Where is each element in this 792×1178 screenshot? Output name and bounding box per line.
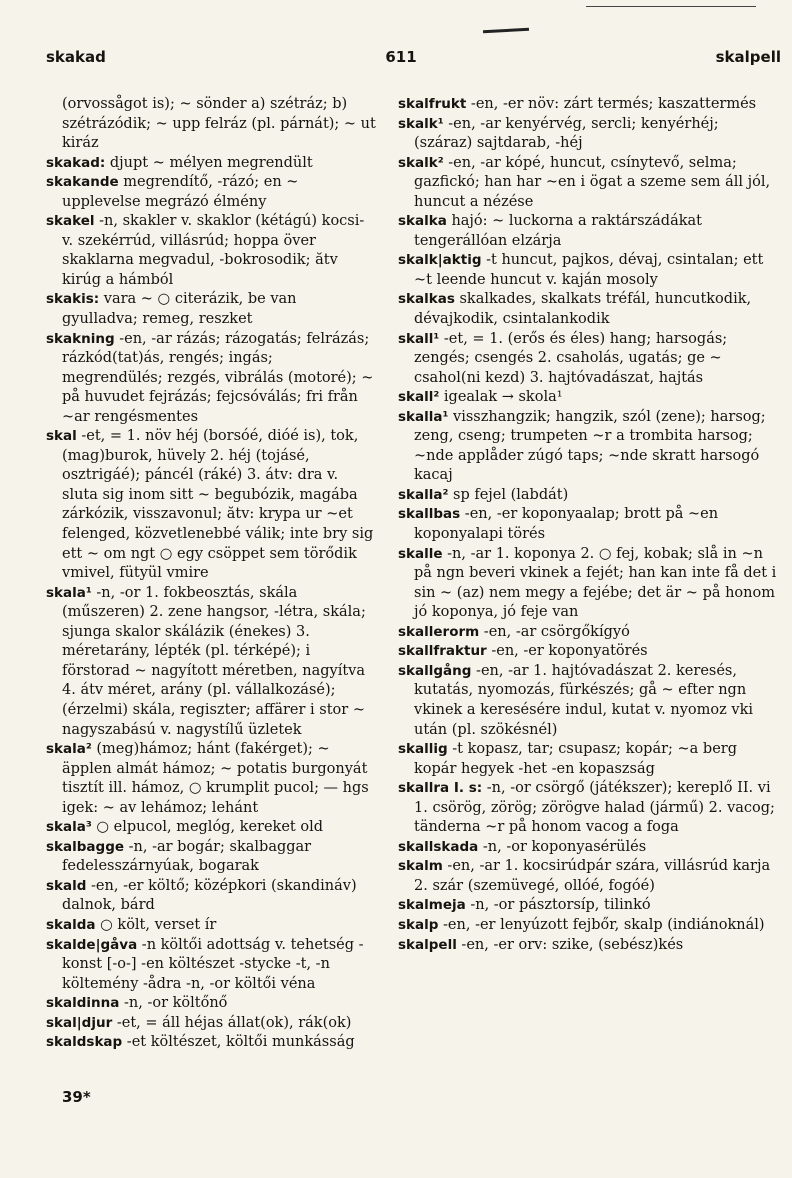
entry-definition: -en, -ar rázás; rázogatás; felrázás; rázkód(tat)ás, rengés; ingás; megrendülés; rezgés, vibrálás (motoré); ~ på huvudet fejrázás; fejcsóválás; fri från ~ar rengésmentes	[62, 330, 374, 425]
entry-headword: skall²	[398, 389, 440, 406]
dictionary-entry	[46, 212, 376, 290]
dictionary-entry	[398, 388, 780, 408]
printer-mark	[483, 28, 529, 33]
dictionary-entry	[46, 584, 376, 740]
entry-definition: -et költészet, költői munkásság	[122, 1034, 355, 1051]
entry-definition: -en, -ar kópé, huncut, csínytevő, selma; gazfickó; han har ~en i ögat a szeme sem áll jól, huncut a nézése	[414, 154, 771, 210]
entry-definition: vara ~ ○ citerázik, be van gyulladva; remeg, reszket	[62, 291, 297, 328]
dictionary-entry	[398, 251, 780, 290]
entry-headword: skal|djur	[46, 1014, 113, 1031]
entry-definition: igealak → skola¹	[439, 389, 563, 406]
entry-definition: -n, skakler v. skaklor (kétágú) kocsi- v. szekérrúd, villásrúd; hoppa över skaklarna megvadul, -bokrosodik; ătv kirúg a hámból	[62, 213, 365, 288]
entry-headword: skala³	[46, 819, 92, 836]
dictionary-entry	[398, 642, 780, 662]
entry-headword: skalmeja	[398, 897, 466, 914]
dictionary-entry	[46, 740, 376, 818]
entry-definition: -et, = 1. (erős és éles) hang; harsogás; zengés; csengés 2. csaholás, ugatás; ge ~ csahol(ni kezd) 3. hajtóvadászat, hajtás	[414, 330, 728, 386]
entry-headword: skalle	[398, 545, 443, 562]
dictionary-entry	[398, 623, 780, 643]
entry-headword: skakel	[46, 213, 95, 230]
entry-definition: ○ elpucol, meglóg, kereket old	[91, 819, 324, 836]
entry-headword: skalfrukt	[398, 96, 467, 112]
dictionary-entry	[398, 408, 780, 486]
entry-headword: skalbagge	[46, 838, 125, 855]
scan-edge-line	[586, 6, 756, 7]
entry-headword: skalk²	[398, 154, 444, 171]
dictionary-entry	[398, 779, 780, 838]
entry-headword: skall¹	[398, 330, 440, 347]
entry-definition: -en, -er lenyúzott fejbőr, skalp (indiánoknál)	[438, 916, 765, 933]
dictionary-entry	[398, 857, 780, 896]
entry-definition: -n, -or csörgő (játékszer); kereplő II. vi 1. csörög, zörög; zörögve halad (jármű) 2. vacog; tänderna ~r på honom vacog a foga	[414, 780, 775, 836]
entry-headword: skallerorm	[398, 623, 480, 640]
entry-headword: skaldinna	[46, 995, 120, 1012]
entry-headword: skalk|aktig	[398, 252, 482, 269]
entry-definition: sp fejel (labdát)	[448, 486, 569, 503]
entry-headword: skal	[46, 428, 77, 445]
entry-definition: megrendítő, -rázó; en ~ upplevelse megrázó élmény	[62, 174, 299, 210]
entry-definition: -n, -or koponyasérülés	[478, 838, 647, 855]
entry-headword: skala²	[46, 741, 92, 758]
entry-definition: -en, -ar 1. kocsirúdpár szára, villásrúd karja 2. szár (szemüvegé, ollóé, fogóé)	[414, 858, 771, 894]
dictionary-entry	[46, 818, 376, 838]
dictionary-entry	[398, 115, 780, 154]
dictionary-entry	[398, 330, 780, 389]
entry-definition: -et, = 1. növ héj (borsóé, dióé is), tok, (mag)burok, hüvely 2. héj (tojásé, osztrigáé); páncél (ráké) 3. átv: dra v. sluta sig inom sitt ~ begubózik, magába zárkózik, visszavonul; ătv: krypa ur ~et felenged, közvetlenebbé válik; inte bry sig ett ~ om ngt ○ egy csöppet sem törődik vmivel, fütyül vmire	[62, 428, 374, 582]
dictionary-entry	[398, 896, 780, 916]
dictionary-entry	[46, 154, 376, 174]
page-header	[46, 48, 781, 74]
entry-headword: skaldskap	[46, 1034, 123, 1051]
header-guideword-right: skalpell	[715, 48, 781, 66]
entry-headword: skalla²	[398, 486, 449, 503]
dictionary-entry	[398, 545, 780, 623]
dictionary-entry	[46, 173, 376, 212]
entry-headword: skalla¹	[398, 408, 449, 425]
dictionary-entry	[398, 95, 780, 115]
entry-headword: skalda	[46, 916, 96, 933]
entry-headword: skalpell	[398, 936, 457, 953]
entry-definition: -en, -ar kenyérvég, sercli; kenyérhéj; (száraz) sajtdarab, -héj	[414, 115, 719, 152]
entry-definition: -en, -er költő; középkori (skandináv) dalnok, bárd	[62, 877, 357, 914]
entry-headword: skallra I. s:	[398, 780, 483, 797]
dictionary-entry	[398, 154, 780, 213]
right-column	[398, 95, 780, 955]
entry-definition: -n, -ar bogár; skalbaggar fedelesszárnyúak, bogarak	[62, 838, 312, 875]
dictionary-entry	[398, 740, 780, 779]
dictionary-entry	[398, 505, 780, 544]
dictionary-entry	[46, 330, 376, 428]
entry-headword: skallfraktur	[398, 643, 487, 660]
entry-headword: skalp	[398, 916, 439, 933]
dictionary-entry	[398, 662, 780, 740]
dictionary-entry	[398, 916, 780, 936]
entry-definition: -en, -er koponyaalap; brott på ~en koponyalapi törés	[414, 506, 719, 543]
entry-headword: skalm	[398, 858, 443, 875]
dictionary-entry	[46, 994, 376, 1014]
entry-headword: skakande	[46, 174, 119, 191]
entry-definition: -en, -er növ: zárt termés; kaszattermés	[466, 96, 757, 112]
signature-mark: 39*	[62, 1088, 91, 1106]
left-column	[46, 95, 376, 1053]
dictionary-entry	[46, 1014, 376, 1034]
dictionary-entry	[398, 838, 780, 858]
entry-definition: skalkades, skalkats tréfál, huncutkodik, dévajkodik, csintalankodik	[414, 291, 752, 328]
entry-definition: djupt ~ mélyen megrendült	[105, 154, 313, 171]
dictionary-entry	[398, 936, 780, 956]
entry-definition: -n, -or 1. fokbeosztás, skála (műszeren) 2. zene hangsor, -létra, skála; sjunga skalor skálázik (énekes) 3. méretarány, lépték (pl. térképé); i förstorad ~ nagyított méretben, nagyítva 4. átv méret, arány (pl. vállalkozásé); (érzelmi) skála, regiszter; affärer i stor ~ nagyszabású v. nagystílű üzletek	[62, 584, 366, 738]
entry-headword: skalkas	[398, 291, 455, 308]
entry-definition: -en, -ar csörgőkígyó	[479, 623, 630, 640]
entry-definition: hajó: ~ luckorna a raktárszádákat tengerállóan elzárja	[414, 213, 702, 249]
entry-headword: skakis:	[46, 291, 100, 308]
dictionary-entry	[46, 916, 376, 936]
entry-definition: -t huncut, pajkos, dévaj, csintalan; ett ~t leende huncut v. kaján mosoly	[414, 252, 764, 288]
entry-headword: skallgång	[398, 662, 472, 679]
dictionary-entry	[398, 212, 780, 251]
entry-headword: skalde|gåva	[46, 936, 138, 953]
header-guideword-left: skakad	[46, 48, 106, 66]
entry-definition: (meg)hámoz; hánt (fakérget); ~ äpplen almát hámoz; ~ potatis burgonyát tisztít ill. hámoz, ○ krumplit pucol; — hgs igek: ~ av lehámoz; lehánt	[62, 741, 369, 816]
entry-definition: -t kopasz, tar; csupasz; kopár; ~a berg kopár hegyek -het -en kopaszság	[414, 741, 738, 777]
entry-headword: skakning	[46, 330, 115, 347]
entry-headword: skakad:	[46, 154, 106, 171]
entry-headword: skalk¹	[398, 115, 444, 132]
entry-definition: (orvossågot is); ~ sönder a) szétráz; b) szétrázódik; ~ upp felráz (pl. párnát); ~ ut kiráz	[62, 96, 376, 152]
entry-headword: skald	[46, 877, 87, 894]
dictionary-entry	[46, 838, 376, 877]
dictionary-entry	[46, 936, 376, 995]
entry-headword: skallig	[398, 741, 448, 758]
dictionary-entry	[46, 427, 376, 583]
page-number: 611	[385, 48, 417, 66]
dictionary-entry	[46, 877, 376, 916]
dictionary-entry	[46, 290, 376, 329]
entry-definition: -n költői adottság v. tehetség -konst [-o-] -en költészet -stycke -t, -n költemény -ådra -n, -or költői véna	[62, 936, 364, 992]
entry-definition: -en, -er koponyatörés	[486, 643, 648, 660]
entry-definition: ○ költ, verset ír	[95, 916, 217, 933]
entry-definition: -en, -er orv: szike, (sebész)kés	[456, 936, 684, 953]
entry-headword: skala¹	[46, 584, 92, 601]
entry-definition: visszhangzik; hangzik, szól (zene); harsog; zeng, cseng; trumpeten ~r a trombita harsog; ~nde applåder zúgó taps; ~nde skratt harsogó kacaj	[414, 408, 766, 484]
dictionary-entry	[398, 290, 780, 329]
dictionary-entry	[46, 1033, 376, 1053]
entry-definition: -et, = áll héjas állat(ok), rák(ok)	[112, 1014, 352, 1031]
entry-headword: skallskada	[398, 838, 479, 855]
dictionary-entry	[398, 486, 780, 506]
entry-definition: -en, -ar 1. hajtóvadászat 2. keresés, kutatás, nyomozás, fürkészés; gå ~ efter ngn vkinek a keresésére indul, kutat v. nyomoz vki után (pl. szökésnél)	[414, 662, 754, 738]
entry-headword: skalka	[398, 213, 447, 230]
dictionary-entry	[46, 95, 376, 154]
entry-definition: -n, -ar 1. koponya 2. ○ fej, kobak; slå in ~n på ngn beveri vkinek a fejét; han kan inte få det i sin ~ (az) nem megy a fejébe; det är ~ på honom jó koponya, jó feje van	[414, 545, 777, 621]
entry-headword: skallbas	[398, 506, 461, 523]
entry-definition: -n, -or költőnő	[119, 995, 228, 1012]
entry-definition: -n, -or pásztorsíp, tilinkó	[465, 897, 651, 914]
